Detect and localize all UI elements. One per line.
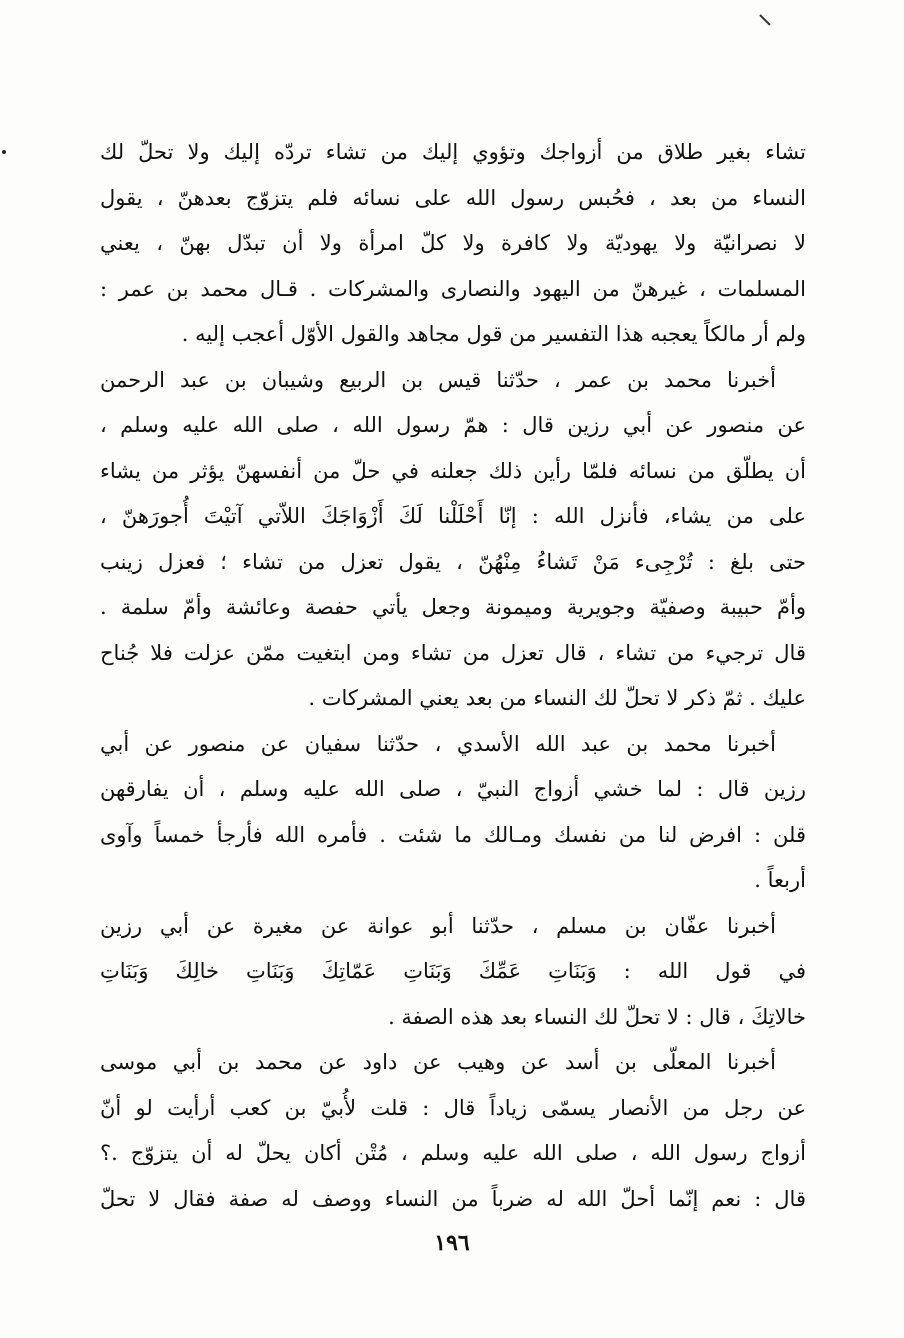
text-line: عن رجل من الأنصار يسمّى زياداً قال : قلت لأُبيّ بن كعب أرأيت لو أنّ	[100, 1095, 806, 1120]
text-line: ولم أر مالكاً يعجبه هذا التفسير من قول مجاهد والقول الأوّل أعجب إليه .	[181, 322, 806, 346]
text-line: أخبرنا المعلّى بن أسد عن وهيب عن داود عن محمد بن أبي موسى	[100, 1050, 776, 1074]
text-line: تشاء بغير طلاق من أزواجك وتؤوي إليك من تشاء تردّه إليك ولا تحلّ لك	[100, 140, 806, 164]
text-line: قلن : افرض لنا من نفسك ومـالك ما شئت . فأمره الله فأرجأ خمساً وآوى	[100, 822, 806, 847]
text-line: النساء من بعد ، فحُبس رسول الله على نسائه فلم يتزوّج بعدهنّ ، يقول	[100, 185, 806, 210]
text-line: قال ترجيء من تشاء ، قال تعزل من تشاء ومن ابتغيت ممّن عزلت فلا جُناح	[100, 640, 806, 665]
text-line: حتى بلغ : تُرْجِىء مَنْ تَشاءُ مِنْهُنّ ، يقول تعزل من تشاء ؛ فعزل زينب	[100, 549, 806, 574]
text-line: المسلمات ، غيرهنّ من اليهود والنصارى والمشركات . قـال محمد بن عمر :	[100, 276, 806, 301]
text-line: على من يشاء، فأنزل الله : إنّا أَحْلَلْنا لَكَ أَزْوَاجَكَ اللاّتي آتيْتَ أُجورَهنّ ،	[100, 504, 806, 528]
text-line: خالاتِكَ ، قال : لا تحلّ لك النساء بعد هذه الصفة .	[388, 1004, 806, 1029]
body-text	[100, 130, 806, 1222]
page-number: ١٩٦	[434, 1230, 470, 1256]
text-line: قال : نعم إنّما أحلّ الله له ضرباً من النساء ووصف له صفة فقال لا تحلّ	[100, 1186, 806, 1211]
text-line: عليك . ثمّ ذكر لا تحلّ لك النساء من بعد يعني المشركات .	[308, 686, 806, 710]
scan-artifact-mark	[759, 14, 770, 25]
text-line: رزين قال : لما خشي أزواج النبيّ ، صلى الله عليه وسلم ، أن يفارقهن	[100, 777, 806, 801]
text-line: عن منصور عن أبي رزين قال : همّ رسول الله ، صلى الله عليه وسلم ،	[100, 413, 806, 437]
text-line: أن يطلّق من نسائه فلمّا رأين ذلك جعلنه في حلّ من أنفسهنّ يؤثر من يشاء	[100, 458, 806, 483]
text-line: أزواج رسول الله ، صلى الله عليه وسلم ، مُتْن أكان يحلّ له أن يتزوّج .؟	[100, 1141, 806, 1165]
text-line: أربعاً .	[754, 868, 806, 892]
text-line: أخبرنا محمد بن عمر ، حدّثنا قيس بن الربيع وشيبان بن عبد الرحمن	[100, 367, 776, 392]
scan-artifact-dot	[2, 150, 6, 154]
text-line: لا نصرانيّة ولا يهوديّة ولا كافرة ولا كلّ امرأة ولا أن تبدّل بهنّ ، يعني	[100, 231, 806, 255]
text-line: أخبرنا محمد بن عبد الله الأسدي ، حدّثنا سفيان عن منصور عن أبي	[100, 731, 776, 756]
text-line: أخبرنا عفّان بن مسلم ، حدّثنا أبو عوانة عن مغيرة عن أبي رزين	[100, 913, 776, 938]
text-line: في قول الله : وَبَنَاتِ عَمِّكَ وَبَنَاتِ عَمّاتِكَ وَبَنَاتِ خالِكَ وَبَنَاتِ	[100, 959, 806, 983]
text-line: وأمّ حبيبة وصفيّة وجويرية وميمونة وجعل يأتي حفصة وعائشة وأمّ سلمة .	[100, 595, 806, 619]
